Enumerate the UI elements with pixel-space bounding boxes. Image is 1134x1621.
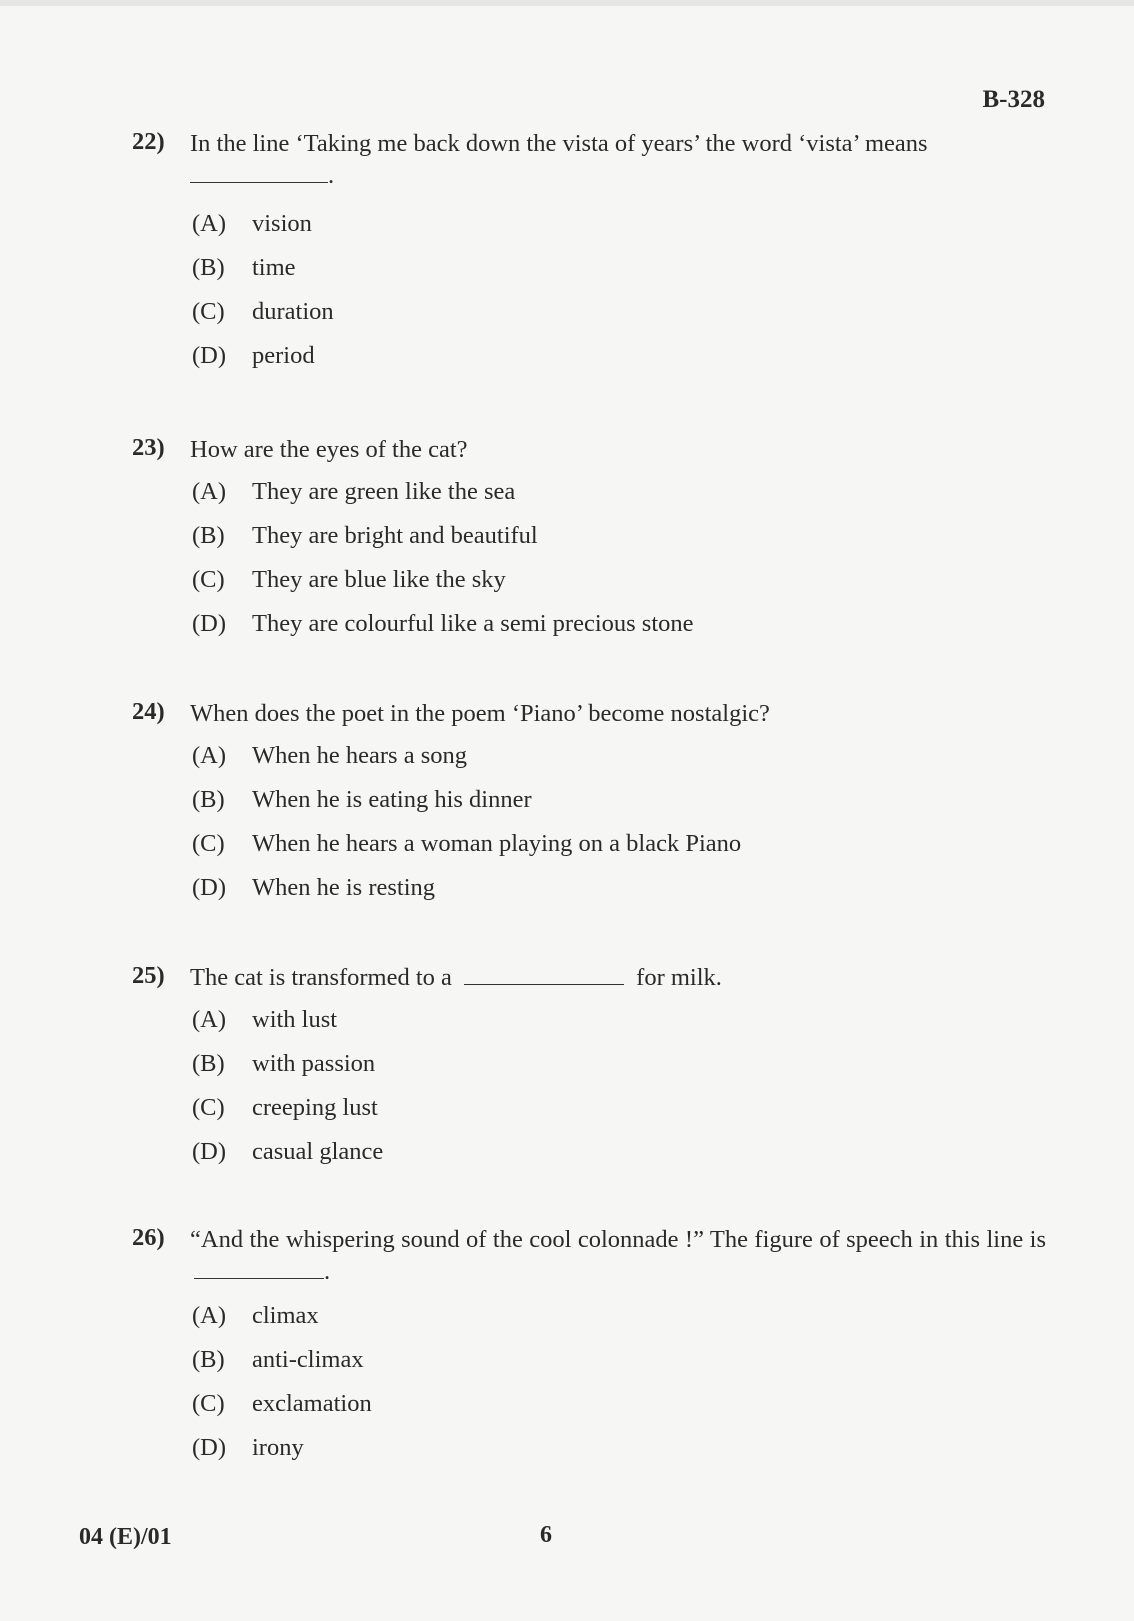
page-number: 6 [540, 1522, 552, 1548]
question-22 [132, 128, 1046, 378]
option-a: (A) climax [192, 1302, 319, 1329]
options-list [192, 202, 1046, 378]
footer-code: 04 (E)/01 [79, 1524, 172, 1550]
question-number: 25) [132, 962, 165, 989]
options-list [192, 734, 1046, 910]
option-b: (B) They are bright and beautiful [192, 522, 538, 549]
option-b: (B) time [192, 254, 296, 281]
option-d: (D) They are colourful like a semi precious stone [192, 610, 694, 637]
question-23 [132, 434, 1046, 646]
question-number: 24) [132, 698, 165, 725]
question-26 [132, 1224, 1046, 1470]
option-d: (D) casual glance [192, 1138, 384, 1165]
question-24 [132, 698, 1046, 910]
option-d: (D) irony [192, 1434, 304, 1461]
question-text: When does the poet in the poem ‘Piano’ become nostalgic? [190, 700, 770, 727]
answer-blank [464, 983, 624, 985]
paper-code: B-328 [982, 86, 1045, 113]
option-a: (A) They are green like the sea [192, 478, 516, 505]
option-a: (A) with lust [192, 1006, 338, 1033]
option-d: (D) period [192, 342, 315, 369]
question-number: 22) [132, 128, 165, 155]
option-d: (D) When he is resting [192, 874, 436, 901]
option-c: (C) creeping lust [192, 1094, 378, 1121]
option-b: (B) with passion [192, 1050, 376, 1077]
option-a: (A) When he hears a song [192, 742, 467, 769]
option-a: (A) vision [192, 210, 312, 237]
question-number: 23) [132, 434, 165, 461]
question-text: “And the whispering sound of the cool colonnade !” The figure of speech in this line is . [190, 1226, 1046, 1285]
option-c: (C) They are blue like the sky [192, 566, 506, 593]
page-top-edge [0, 0, 1134, 6]
option-c: (C) exclamation [192, 1390, 372, 1417]
options-list [192, 1294, 1046, 1470]
options-list [192, 998, 1046, 1174]
option-b: (B) When he is eating his dinner [192, 786, 532, 813]
answer-blank [194, 1277, 324, 1279]
question-25 [132, 962, 1046, 1174]
option-c: (C) duration [192, 298, 334, 325]
options-list [192, 470, 1046, 646]
option-c: (C) When he hears a woman playing on a black Piano [192, 830, 742, 857]
question-text: In the line ‘Taking me back down the vista of years’ the word ‘vista’ means . [190, 130, 928, 189]
option-b: (B) anti-climax [192, 1346, 364, 1373]
answer-blank [190, 181, 328, 183]
question-number: 26) [132, 1224, 165, 1251]
question-text: The cat is transformed to a for milk. [190, 964, 722, 991]
question-text: How are the eyes of the cat? [190, 436, 468, 463]
